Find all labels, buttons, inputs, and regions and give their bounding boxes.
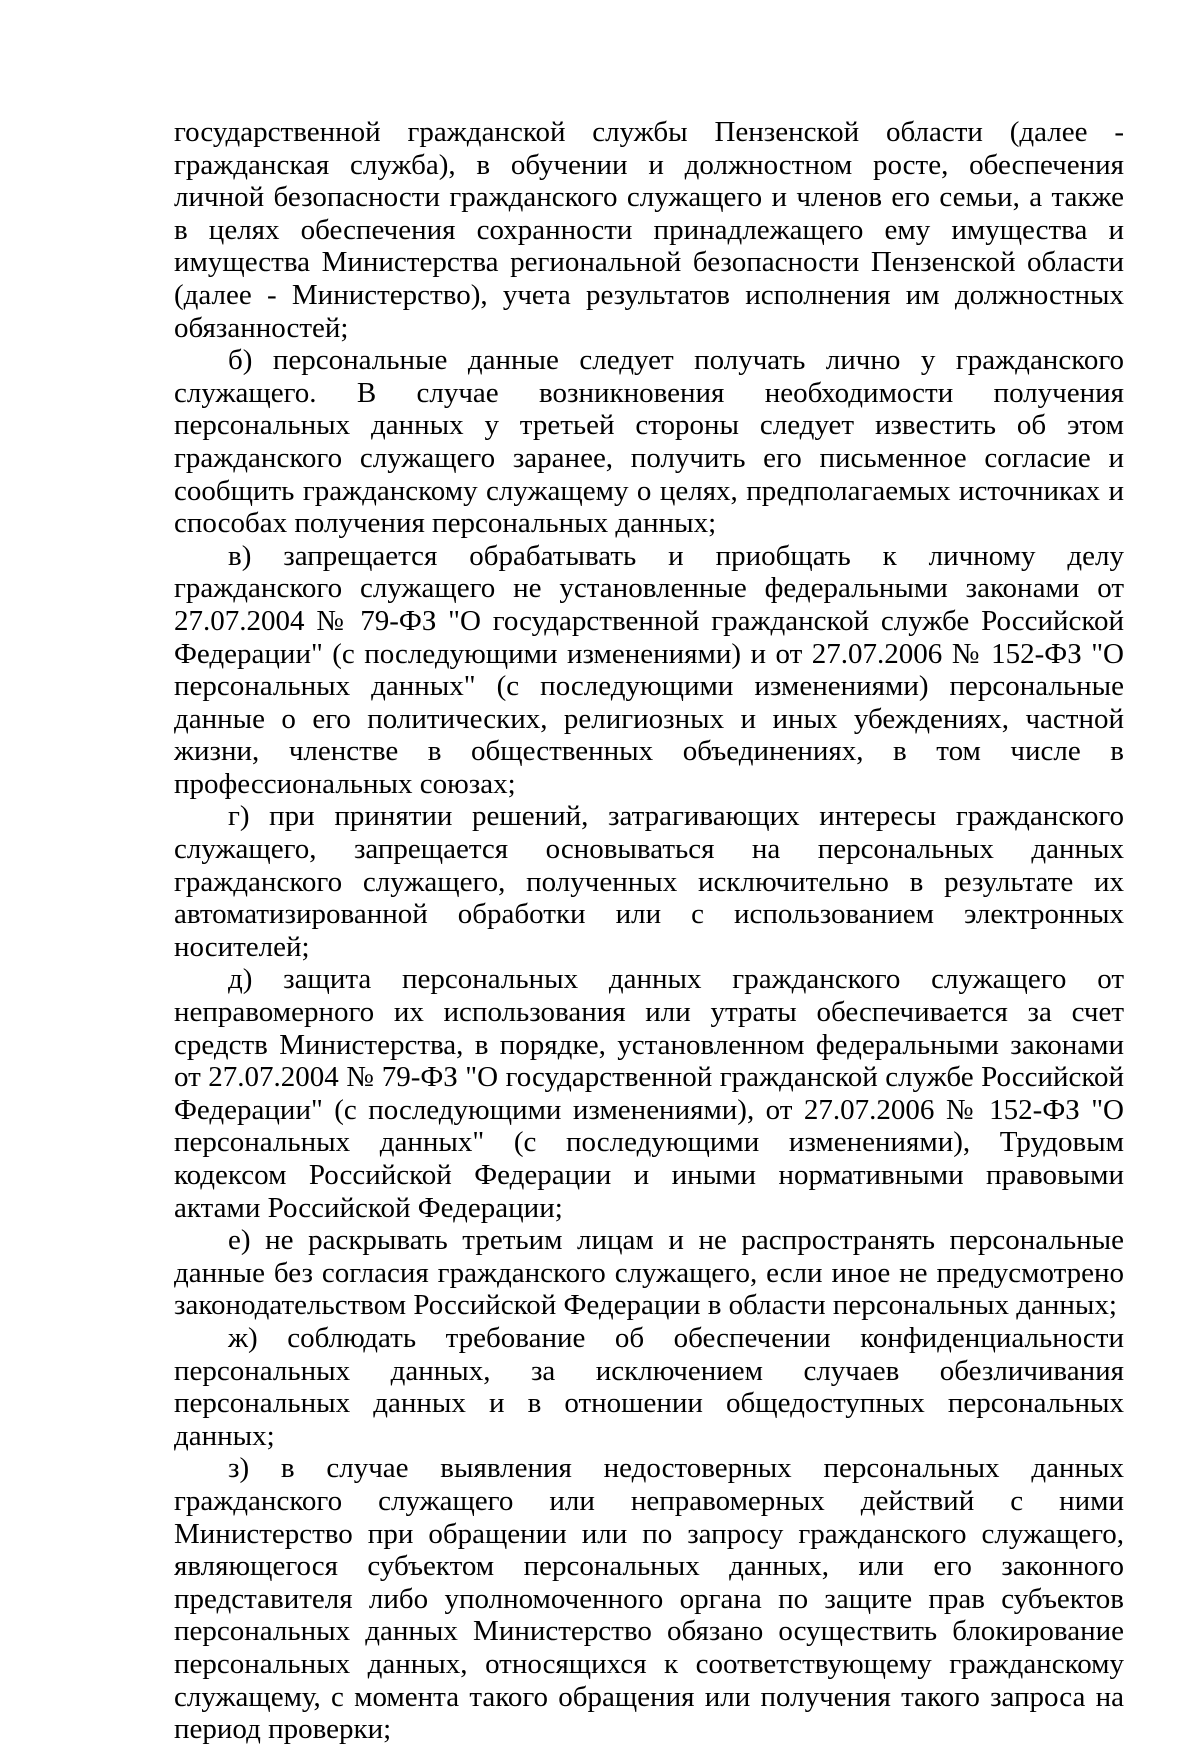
paragraph-continuation: государственной гражданской службы Пензенской области (далее - гражданская служба), в обучении и должностном росте, обеспечения личной безопасности гражданского служащего и членов его семьи, а также в целях обеспечения сохранности принадлежащего ему имущества и имущества Министерства региональной безопасности Пензенской области (далее - Министерство), учета результатов исполнения им должностных обязанностей;	[174, 116, 1124, 344]
paragraph-item-e: е) не раскрывать третьим лицам и не распространять персональные данные без согласия гражданского служащего, если иное не предусмотрено законодательством Российской Федерации в области персональных данных;	[174, 1224, 1124, 1322]
paragraph-item-v: в) запрещается обрабатывать и приобщать к личному делу гражданского служащего не установленные федеральными законами от 27.07.2004 № 79-ФЗ "О государственной гражданской службе Российской Федерации" (с последующими изменениями) и от 27.07.2006 № 152-ФЗ "О персональных данных" (с последующими изменениями) персональные данные о его политических, религиозных и иных убеждениях, частной жизни, членстве в общественных объединениях, в том числе в профессиональных союзах;	[174, 539, 1124, 800]
paragraph-item-d: д) защита персональных данных гражданского служащего от неправомерного их использования или утраты обеспечивается за счет средств Министерства, в порядке, установленном федеральными законами от 27.07.2004 № 79-ФЗ "О государственной гражданской службе Российской Федерации" (с последующими изменениями), от 27.07.2006 № 152-ФЗ "О персональных данных" (с последующими изменениями), Трудовым кодексом Российской Федерации и иными нормативными правовыми актами Российской Федерации;	[174, 963, 1124, 1224]
paragraph-item-z: з) в случае выявления недостоверных персональных данных гражданского служащего или неправомерных действий с ними Министерство при обращении или по запросу гражданского служащего, являющегося субъектом персональных данных, или его законного представителя либо уполномоченного органа по защите прав субъектов персональных данных Министерство обязано осуществить блокирование персональных данных, относящихся к соответствующему гражданскому служащему, с момента такого обращения или получения такого запроса на период проверки;	[174, 1452, 1124, 1746]
paragraph-item-b: б) персональные данные следует получать лично у гражданского служащего. В случае возникновения необходимости получения персональных данных у третьей стороны следует известить об этом гражданского служащего заранее, получить его письменное согласие и сообщить гражданскому служащему о целях, предполагаемых источниках и способах получения персональных данных;	[174, 344, 1124, 540]
paragraph-item-zh: ж) соблюдать требование об обеспечении конфиденциальности персональных данных, за исключением случаев обезличивания персональных данных и в отношении общедоступных персональных данных;	[174, 1321, 1124, 1452]
document-page	[174, 116, 1124, 1746]
paragraph-item-g: г) при принятии решений, затрагивающих интересы гражданского служащего, запрещается основываться на персональных данных гражданского служащего, полученных исключительно в результате их автоматизированной обработки или с использованием электронных носителей;	[174, 800, 1124, 963]
